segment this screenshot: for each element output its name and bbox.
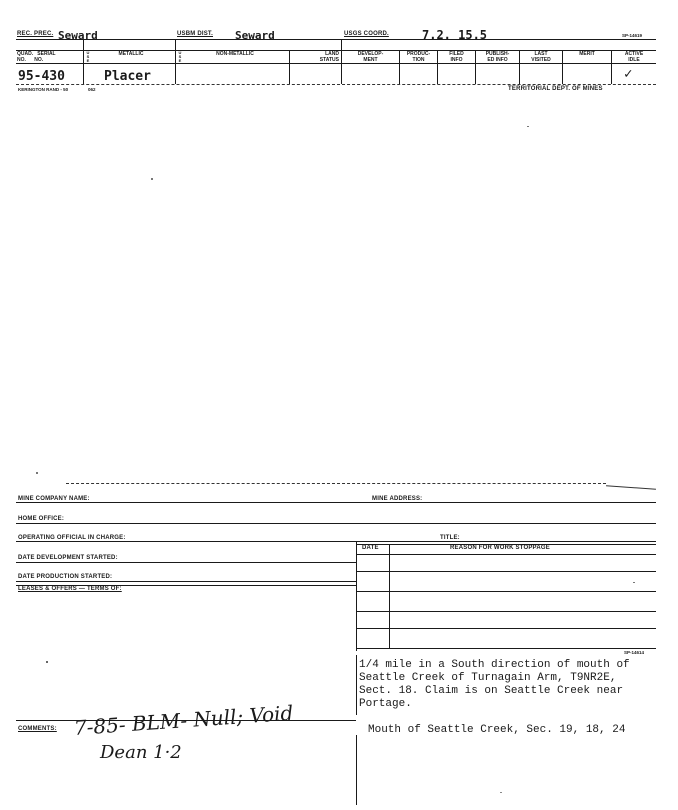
stoppage-reason-header: REASON FOR WORK STOPPAGE (450, 545, 550, 551)
col-use-2: U S E (178, 50, 182, 63)
usgs-coord-label: USGS COORD. (344, 31, 389, 37)
col-active-idle: ACTIVE IDLE (624, 51, 644, 63)
comments-handwriting-2: Dean 1·2 (100, 742, 182, 763)
location-line-secondary: Mouth of Seattle Creek, Sec. 19, 18, 24 (368, 724, 626, 736)
row-metallic: Placer (104, 69, 151, 84)
mine-address-label: MINE ADDRESS: (372, 496, 423, 502)
location-line-2: Seattle Creek of Turnagain Arm, T9NR2E, (359, 672, 617, 684)
col-published-info: PUBLISH- ED INFO (485, 51, 510, 63)
mine-company-name-label: MINE COMPANY NAME: (18, 496, 90, 502)
location-line-1: 1/4 mile in a South direction of mouth of (359, 659, 630, 671)
stray-mark (151, 178, 153, 180)
stray-mark (527, 126, 529, 127)
stoppage-date-header: DATE (362, 545, 379, 551)
usbm-dist-value: Seward (235, 29, 275, 42)
col-non-metallic: NON-METALLIC (216, 51, 254, 57)
printer-code: 062 (88, 87, 96, 92)
col-production: PRODUC- TION (406, 51, 431, 63)
date-production-label: DATE PRODUCTION STARTED: (18, 574, 113, 580)
printer-imprint: KERINGTON RAND - 50 (18, 87, 69, 92)
stray-mark (500, 792, 502, 793)
leases-offers-label: LEASES & OFFERS — TERMS OF: (18, 586, 122, 592)
col-quad-serial: QUAD. SERIAL NO. NO. (17, 51, 56, 63)
form-code: SP-14619 (622, 33, 643, 38)
col-filed-info: FILED INFO (449, 51, 464, 63)
usbm-dist-label: USBM DIST. (177, 31, 214, 37)
operating-official-label: OPERATING OFFICIAL IN CHARGE: (18, 535, 126, 541)
row-active-idle-mark: ✓ (624, 66, 633, 82)
title-label: TITLE: (440, 535, 460, 541)
row-quad-serial: 95-430 (18, 69, 65, 84)
location-line-3: Sect. 18. Claim is on Seattle Creek near (359, 685, 624, 697)
rec-prec-value: Seward (58, 29, 98, 42)
col-metallic: METALLIC (118, 51, 144, 57)
stray-mark (46, 661, 48, 663)
stray-mark (36, 472, 38, 474)
comments-handwriting-1: 7-85- BLM- Null; Void (73, 700, 295, 740)
lower-form-code: SP-14614 (624, 650, 645, 655)
location-description (359, 659, 630, 711)
stray-mark (633, 582, 635, 583)
home-office-label: HOME OFFICE: (18, 516, 65, 522)
date-development-label: DATE DEVELOPMENT STARTED: (18, 555, 118, 561)
col-merit: MERIT (579, 51, 595, 57)
col-last-visited: LAST VISITED (531, 51, 551, 63)
col-land-status: LAND STATUS (319, 51, 339, 63)
usgs-coord-value: 7.2. 15.5 (422, 28, 488, 42)
location-line-4: Portage. (359, 698, 412, 710)
comments-label: COMMENTS: (18, 726, 57, 732)
territorial-dept: TERRITORIAL DEPT. OF MINES (508, 86, 603, 92)
rec-prec-label: REC. PREC. (17, 31, 54, 37)
col-use-1: U S E (86, 50, 90, 63)
col-development: DEVELOP- MENT (357, 51, 384, 63)
